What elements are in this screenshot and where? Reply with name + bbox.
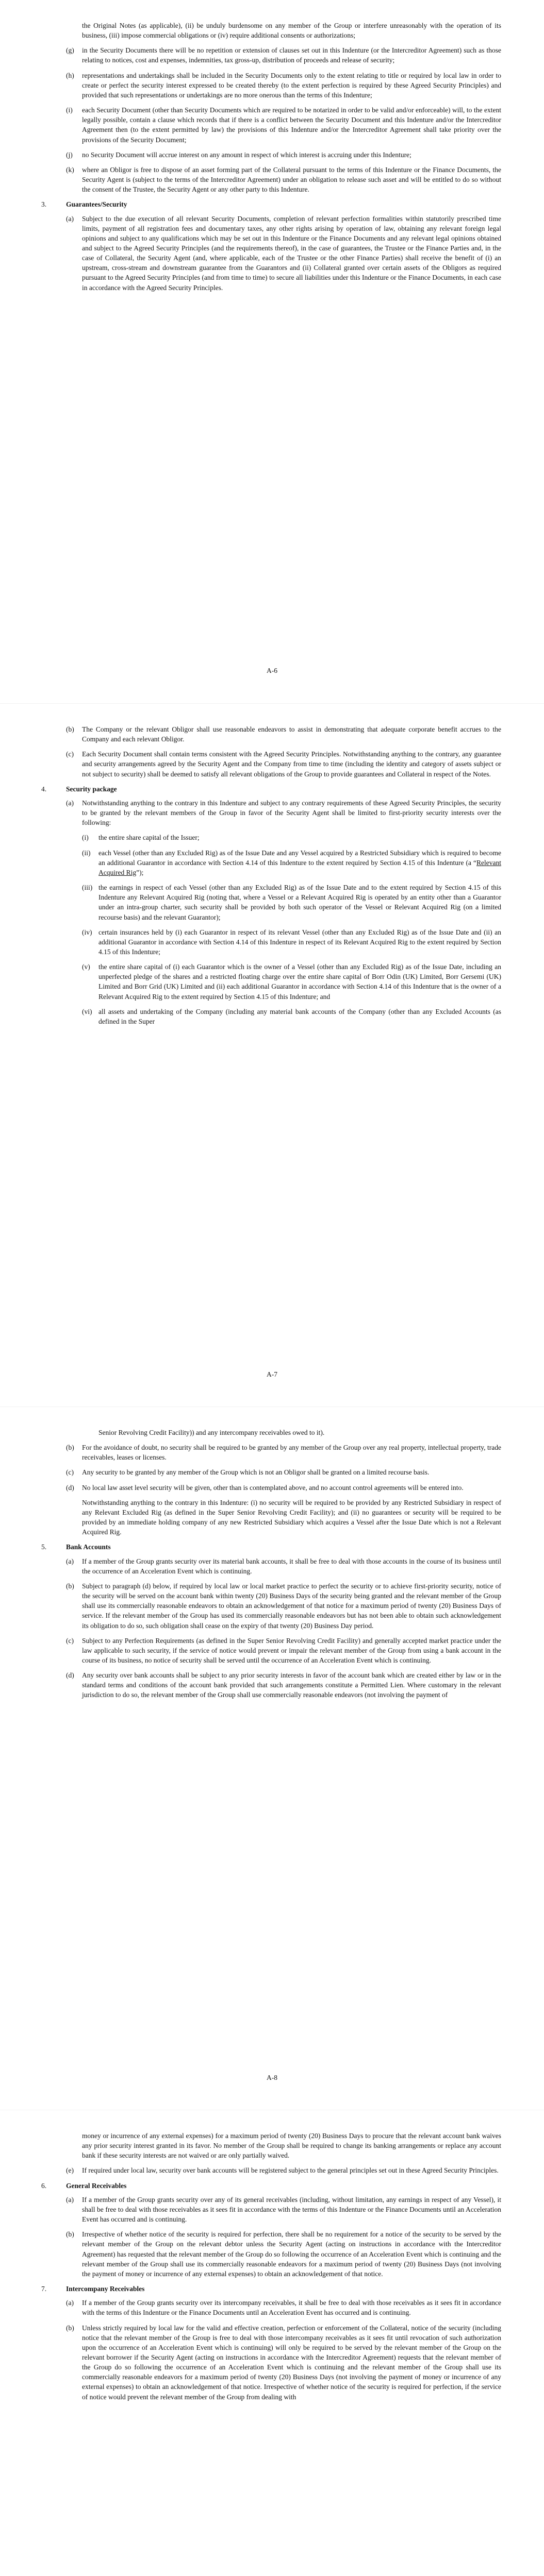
sub-list-item: (iv) certain insurances held by (i) each Guarantor in respect of its relevant Vessel (other than any Excluded Rig) as of the Issue Date and (ii) an additional Guarantor in accordance with Section 4.14 of this Indenture in respect of its Relevant Acquired Rig to the extent required by Section 4.15 of this Indenture; bbox=[82, 928, 501, 956]
list-item: (b) For the avoidance of doubt, no security shall be required to be granted by any member of the Group over any real property, intellectual property, trade receivables, leases or licenses. bbox=[66, 1444, 501, 1462]
list-item: (c) Any security to be granted by any member of the Group which is not an Obligor shall be granted on a limited recourse basis. bbox=[66, 1468, 430, 1477]
section-heading-bank-accounts: 5. Bank Accounts bbox=[41, 1543, 111, 1551]
list-item: (c) Subject to any Perfection Requirements (as defined in the Super Senior Revolving Credit Facility) and generally accepted market practice under the law applicable to such security, if the service of notice would prevent or impair the relevant member of the Group from using a bank account in the course of its business, no notice of security shall be served until the occurrence of an Acceleration Event which is continuing. bbox=[66, 1636, 501, 1664]
list-item: (b) Subject to paragraph (d) below, if required by local law or local market practice to perfect the security or to achieve first-priority security, notice of the security will be served on the account bank within twenty (20) Business Days of the security being granted and the relevant member of the Group shall use its commercially reasonable endeavors to obtain an acknowledgement of that notice for a maximum period of twenty (20) Business Days of service. If the relevant member of the Group has used its commercially reasonable endeavors but has not been able to obtain such acknowledgement its obligation to do so, such obligation shall cease on the expiry of that twenty (20) Business Day period. bbox=[66, 1582, 501, 1630]
page-content bbox=[41, 21, 501, 298]
continuation-paragraph: Senior Revolving Credit Facility)) and any intercompany receivables owed to it). bbox=[98, 1429, 325, 1436]
list-item: (b) The Company or the relevant Obligor shall use reasonable endeavors to assist in demonstrating that adequate corporate benefit accrues to the Company and each relevant Obligor. bbox=[66, 725, 501, 743]
list-item: (a) Subject to the due execution of all relevant Security Documents, completion of relevant perfection formalities within statutorily prescribed time limits, payment of all registration fees and documentary taxes, any other rights arising by operation of law, obtaining any relevant foreign legal opinions and subject to any qualifications which may be set out in this Indenture or the Finance Documents and any relevant legal opinions obtained and subject to the Agreed Security Principles (and the requirements thereof), in the case of guarantees, the Trustee or the Finance Parties and, in the case of Collateral, the Security Agent (and, where applicable, each of the Trustee or the other Finance Parties) shall receive the benefit of (i) an upstream, cross-stream and downstream guarantee from the Guarantors and (ii) Collateral granted over certain assets of the Obligors as required pursuant to the Agreed Security Principles (and from time to time) to secure all liabilities under this Indenture or the Finance Documents, in each case in accordance with the Agreed Security Principles. bbox=[66, 214, 501, 292]
list-item: (a) If a member of the Group grants security over any of its general receivables (including, without limitation, any earnings in respect of any Vessel), it shall be free to deal with those receivables as it sees fit in accordance with the terms of this Indenture or the Finance Documents until an Acceleration Event has occurred and is continuing. bbox=[66, 2195, 501, 2224]
notwithstanding-paragraph: Notwithstanding anything to the contrary in this Indenture: (i) no security will be required to be provided by any Restricted Subsidiary in respect of any Relevant Excluded Rig (as defined in the Super Senior Revolving Credit Facility); and (ii) no guarantees or security will be required to be provided by an immediate holding company of any new Restricted Subsidiary which acquires a Vessel after the Issue Date which is not a Relevant Acquired Rig. bbox=[82, 1498, 501, 1536]
list-item: (h) representations and undertakings shall be included in the Security Documents only to the extent relating to title or required by local law in order to create or perfect the security interest expressed to be created thereby (to the extent perfection is required by these Agreed Security Principles) and provided that such representations or undertakings are no more onerous than the terms of this Indenture; bbox=[66, 71, 501, 99]
sub-list-item: (i) the entire share capital of the Issuer; bbox=[82, 834, 200, 842]
sub-list-item: (ii) each Vessel (other than any Excluded Rig) as of the Issue Date and any Vessel acquired by a Restricted Subsidiary which is required to become an additional Guarantor in accordance with Section 4.14 of this Indenture to the extent required by Section 4.15 of this Indenture (a “Relevant Acquired Rig”); bbox=[82, 849, 501, 876]
list-item: (d) No local law asset level security will be given, other than is contemplated above, and no account control agreements will be entered into. bbox=[66, 1483, 464, 1492]
page-content bbox=[41, 1428, 501, 1705]
list-item: (i) each Security Document (other than Security Documents which are required to be notarized in order to be valid and/or enforceable) will, to the extent legally possible, contain a clause which records that if there is a conflict between the Security Document and this Indenture and/or the Intercreditor Agreement then (to the extent permitted by law) the provisions of this Indenture and/or the Intercreditor Agreement shall take priority over the provisions of the Security Document; bbox=[66, 106, 501, 144]
list-item: (b) Unless strictly required by local law for the valid and effective creation, perfection or enforcement of the Collateral, notice of the security (including notice that the relevant member of the Group is free to deal with those intercompany receivables as it sees fit until revocation of such authorization upon the occurrence of an Acceleration Event which is continuing) will only be required to be served by the relevant member of the Group on the relevant borrower if the Security Agent (acting on instructions in accordance with the Intercreditor Agreement) requests that the relevant member of the Group do so following the occurrence of an Acceleration Event which is continuing and the relevant member of the Group shall use its commercially reasonable endeavors for a maximum period of twenty (20) Business Days (not involving the payment of money or incurrence of any external expenses) to obtain an acknowledgement of that notice. Irrespective of whether notice of the security is required for perfection, if the service of notice would prevent the relevant member of the Group from dealing with bbox=[66, 2324, 501, 2401]
page-a9 bbox=[0, 2110, 544, 2576]
list-item: (k) where an Obligor is free to dispose of an asset forming part of the Collateral pursuant to the terms of this Indenture or the Finance Documents, the Security Agent is (subject to the terms of the Intercreditor Agreement) under an obligation to release such asset and will be entitled to do so without the consent of the Trustee, the Security Agent or any other party to this Indenture. bbox=[66, 165, 501, 194]
page-a7 bbox=[0, 703, 544, 1406]
sub-list-item: (v) the entire share capital of (i) each Guarantor which is the owner of a Vessel (other than any Excluded Rig) as of the Issue Date, including an unperfected pledge of the shares and a restricted floating charge over the entire share capital of Borr Odin (UK) Limited, Borr Gersemi (UK) Limited and Borr Grid (UK) Limited and (ii) each additional Guarantor in accordance with Section 4.14 of this Indenture that is the owner of a Relevant Acquired Rig to the extent required by Section 4.15 of this Indenture; and bbox=[82, 963, 501, 1001]
page-number: A-8 bbox=[267, 2074, 277, 2081]
section-heading-guarantees-security: 3. Guarantees/Security bbox=[41, 200, 127, 209]
lead-paragraph: the Original Notes (as applicable), (ii) be unduly burdensome on any member of the Group or interfere unreasonably with the operation of its business, (iii) impose commercial obligations or (iv) require additional consents or authorizations; bbox=[82, 22, 501, 40]
section-heading-general-receivables: 6. General Receivables bbox=[41, 2181, 127, 2190]
section-heading-intercompany-receivables: 7. Intercompany Receivables bbox=[41, 2285, 145, 2293]
page-number: A-7 bbox=[267, 1370, 277, 1378]
page-a8 bbox=[0, 1406, 544, 2110]
page-a6 bbox=[0, 0, 544, 703]
section-heading-security-package: 4. Security package bbox=[41, 785, 117, 793]
page-content bbox=[41, 724, 501, 1031]
list-item: (d) Any security over bank accounts shall be subject to any prior security interests in favor of the account bank which are created either by law or in the standard terms and conditions of the account bank provided that such arrangements constitute a Permitted Lien. Where customary in the relevant jurisdiction to do so, the relevant member of the Group shall use commercially reasonable endeavors (not involving the payment of bbox=[66, 1671, 501, 1699]
list-item: (a) If a member of the Group grants security over its intercompany receivables, it shall be free to deal with those receivables as it sees fit in accordance with the terms of this Indenture or the Finance Documents until an Acceleration Event has occurred and is continuing. bbox=[66, 2299, 501, 2317]
page-content bbox=[41, 2131, 501, 2407]
list-item: (c) Each Security Document shall contain terms consistent with the Agreed Security Principles. Notwithstanding anything to the contrary, any guarantee and security arrangements agreed by the Security Agent and the Company from time to time (including the identity and category of assets subject or not subject to security) shall be deemed to satisfy all relevant obligations of the Group to provide guarantees and Collateral in respect of the Notes. bbox=[66, 750, 501, 778]
page-number: A-6 bbox=[267, 667, 277, 674]
list-item: (a) Notwithstanding anything to the contrary in this Indenture and subject to any contrary requirements of these Agreed Security Principles, the security to be granted by the relevant members of the Group in favor of the Security Agent shall be limited to first-priority security interests over the following: bbox=[66, 799, 501, 827]
sub-list-item: (iii) the earnings in respect of each Vessel (other than any Excluded Rig) as of the Issue Date and to the extent required by Section 4.15 of this Indenture any Relevant Acquired Rig (noting that, where a Vessel or a Relevant Acquired Rig is operated by an entity other than a Guarantor under an intra-group charter, such security shall be provided by both such operator of the Vessel or Relevant Acquired Rig (on a limited recourse basis) and the relevant Guarantor); bbox=[82, 884, 501, 921]
defined-term: Relevant Acquired Rig bbox=[98, 858, 501, 876]
list-item: (e) If required under local law, security over bank accounts will be registered subject to the general principles set out in these Agreed Security Principles. bbox=[66, 2166, 499, 2175]
list-item: (a) If a member of the Group grants security over its material bank accounts, it shall be free to deal with those accounts in the course of its business until the occurrence of an Acceleration Event which is continuing. bbox=[66, 1557, 501, 1575]
list-item: (b) Irrespective of whether notice of the security is required for perfection, there shall be no requirement for a notice of the security to be served by the relevant member of the Group on the relevant debtor unless the Security Agent (acting on instructions in accordance with the Intercreditor Agreement) has requested that the relevant member of the Group do so following the occurrence of an Acceleration Event which is continuing and the relevant member of the Group shall use its commercially reasonable endeavors for a maximum period of twenty (20) Business Days (not involving the payment of money or incurrence of any external expenses) to obtain an acknowledgement of that notice. bbox=[66, 2230, 501, 2278]
list-item: (g) in the Security Documents there will be no repetition or extension of clauses set out in this Indenture (or the Intercreditor Agreement) such as those relating to notices, cost and expenses, indemnities, tax gross-up, distribution of proceeds and release of security; bbox=[66, 46, 501, 64]
list-item: (j) no Security Document will accrue interest on any amount in respect of which interest is accruing under this Indenture; bbox=[66, 150, 411, 159]
sub-list-item: (vi) all assets and undertaking of the Company (including any material bank accounts of the Company (other than any Excluded Accounts (as defined in the Super bbox=[82, 1007, 501, 1025]
continuation-paragraph: money or incurrence of any external expenses) for a maximum period of twenty (20) Business Days to procure that the relevant account bank waives any prior security interest granted in its favor. No member of the Group shall be required to change its banking arrangements or replace any account bank if these security interests are not waived or are only partially waived. bbox=[82, 2132, 501, 2160]
